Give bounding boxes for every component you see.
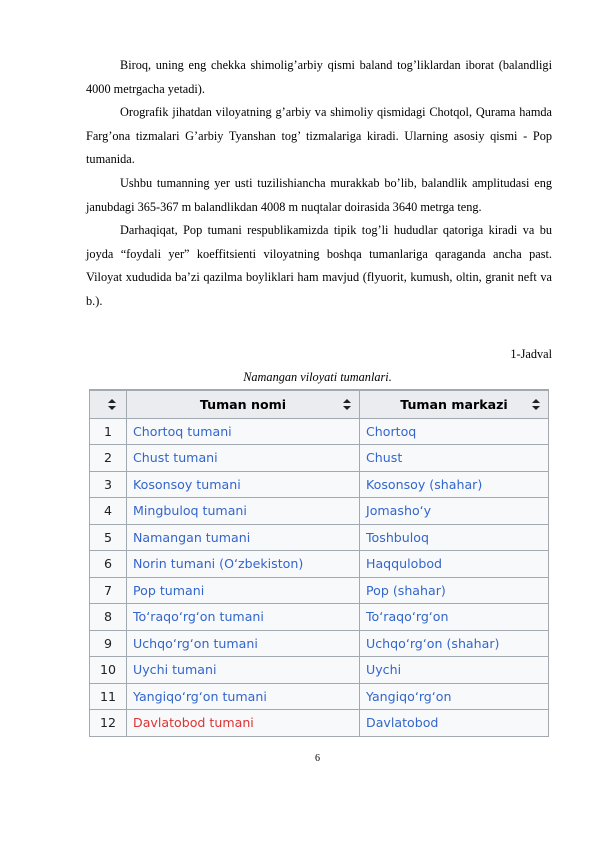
districts-table-image <box>89 389 549 753</box>
row-number: 9 <box>90 630 127 657</box>
row-number: 12 <box>90 710 127 737</box>
table-caption: Namangan viloyati tumanlari. <box>243 370 392 384</box>
sort-arrows-icon[interactable] <box>532 399 540 410</box>
district-center-link[interactable]: Pop (shahar) <box>360 577 549 604</box>
table-body <box>90 418 549 736</box>
column-header-center-label: Tuman markazi <box>400 396 508 412</box>
table-row <box>90 418 549 445</box>
body-text <box>86 54 552 314</box>
column-header-name-label: Tuman nomi <box>199 396 287 412</box>
table-row <box>90 683 549 710</box>
row-number: 6 <box>90 551 127 578</box>
district-center-link[interactable]: Toshbuloq <box>360 524 549 551</box>
paragraph: Darhaqiqat, Pop tumani respublikamizda tipik tog’li hududlar qatoriga kiradi va bu joyda “foydali yer” koeffitsienti viloyatning boshqa tumanlariga qaraganda ancha past. Viloyat xududida ba’zi qazilma boyliklari ham mavjud (flyuorit, kumush, oltin, granit neft va b.). <box>86 223 552 308</box>
row-number: 5 <box>90 524 127 551</box>
district-name-link[interactable]: Uychi tumani <box>127 657 360 684</box>
district-name-link[interactable]: Uchqo‘rg‘on tumani <box>127 630 360 657</box>
paragraph: Ushbu tumanning yer usti tuzilishiancha murakkab bo’lib, balandlik amplitudasi eng janubdagi 365-367 m balandlikdan 4008 m nuqtalar doirasida 3640 metrga teng. <box>86 175 552 214</box>
row-number: 11 <box>90 683 127 710</box>
district-center-link[interactable]: Uychi <box>360 657 549 684</box>
district-name-link[interactable]: Mingbuloq tumani <box>127 498 360 525</box>
row-number: 2 <box>90 445 127 472</box>
table-row <box>90 445 549 472</box>
district-name-link[interactable]: Pop tumani <box>127 577 360 604</box>
paragraph: Orografik jihatdan viloyatning g’arbiy va shimoliy qismidagi Chotqol, Qurama hamda Farg’ona tizmalari G’arbiy Tyanshan tog’ tizmalariga kiradi. Ularning asosiy qismi - Pop tumanida. <box>86 105 552 167</box>
district-center-link[interactable]: To‘raqo‘rg‘on <box>360 604 549 631</box>
page-number: 6 <box>315 753 320 764</box>
column-header-number[interactable] <box>90 391 127 419</box>
table-row <box>90 657 549 684</box>
paragraph: Biroq, uning eng chekka shimolig’arbiy qismi baland tog’liklardan iborat (balandligi 4000 metrgacha yetadi). <box>86 58 552 96</box>
district-name-link[interactable]: Kosonsoy tumani <box>127 471 360 498</box>
sort-arrows-icon[interactable] <box>343 399 351 410</box>
row-number: 10 <box>90 657 127 684</box>
districts-table <box>89 390 549 737</box>
row-number: 7 <box>90 577 127 604</box>
row-number: 4 <box>90 498 127 525</box>
sort-arrows-icon[interactable] <box>108 399 116 410</box>
table-row <box>90 710 549 737</box>
district-center-link[interactable]: Yangiqo‘rg‘on <box>360 683 549 710</box>
table-row <box>90 577 549 604</box>
district-center-link[interactable]: Kosonsoy (shahar) <box>360 471 549 498</box>
table-row <box>90 630 549 657</box>
table-label: 1-Jadval <box>510 347 552 361</box>
table-row <box>90 471 549 498</box>
row-number: 1 <box>90 418 127 445</box>
district-name-link[interactable]: Chust tumani <box>127 445 360 472</box>
table-row <box>90 604 549 631</box>
column-header-name[interactable] <box>127 391 360 419</box>
district-name-link[interactable]: Norin tumani (O‘zbekiston) <box>127 551 360 578</box>
district-center-link[interactable]: Uchqo‘rg‘on (shahar) <box>360 630 549 657</box>
district-center-link[interactable]: Chortoq <box>360 418 549 445</box>
table-row <box>90 551 549 578</box>
district-name-link[interactable]: Yangiqo‘rg‘on tumani <box>127 683 360 710</box>
table-row <box>90 524 549 551</box>
row-number: 3 <box>90 471 127 498</box>
row-number: 8 <box>90 604 127 631</box>
district-name-link[interactable]: To‘raqo‘rg‘on tumani <box>127 604 360 631</box>
district-name-link[interactable]: Chortoq tumani <box>127 418 360 445</box>
district-name-link[interactable]: Namangan tumani <box>127 524 360 551</box>
district-center-link[interactable]: Davlatobod <box>360 710 549 737</box>
column-header-center[interactable] <box>360 391 549 419</box>
district-center-link[interactable]: Haqqulobod <box>360 551 549 578</box>
district-center-link[interactable]: Chust <box>360 445 549 472</box>
district-center-link[interactable]: Jomasho‘y <box>360 498 549 525</box>
district-name-link[interactable]: Davlatobod tumani <box>127 710 360 737</box>
table-row <box>90 498 549 525</box>
table-header-row <box>90 391 549 419</box>
